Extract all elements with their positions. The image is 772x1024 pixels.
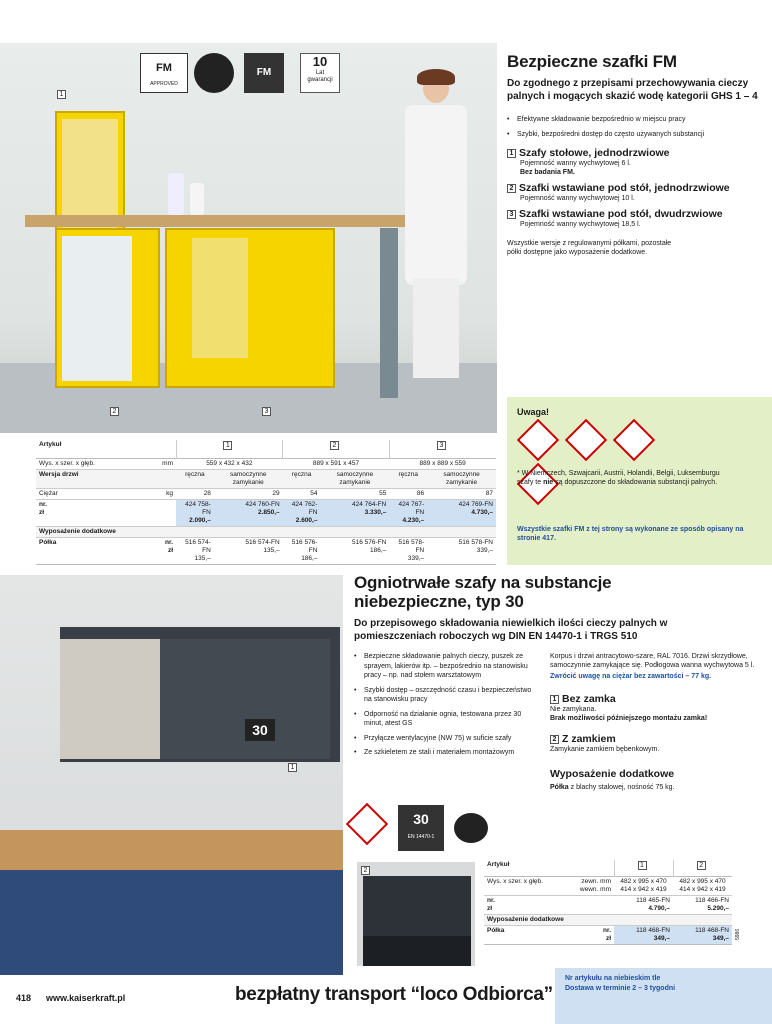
flame-hazard-icon <box>517 419 559 461</box>
fm-approved-logo: FM APPROVED <box>140 53 188 93</box>
table-row-shelf: Półka nr. zł 516 574-FN 135,– 516 574-FN 135,– 516 576-FN 186,– 516 576-FN 186,– 516 578-FN 339,– 516 578-FN 339,– <box>36 537 496 564</box>
type30-subtitle: Do przepisowego składowania niewielkich ilości cieczy palnych w pomieszczeniach roboczych wg DIN EN 14470-1 i TRGS 510 <box>354 618 668 642</box>
table-row-prices: nr. zł 118 465-FN 4.790,– 118 466-FN 5.290,– <box>484 895 732 914</box>
photo-label-3: 3 <box>262 407 271 416</box>
fire-resistance-30-icon: 30 EN 14470-1 <box>398 805 444 851</box>
page-number: 418 <box>16 993 32 1003</box>
blue-info-box: Nr artykułu na niebieskim tle Dostawa w terminie 2 – 3 tygodni <box>555 968 772 1024</box>
type30-title: Ogniotrwałe szafy na substancje niebezpieczne, typ 30 <box>354 573 612 611</box>
ghs-pictograms <box>515 419 685 463</box>
fm-product-table: Artykuł 1 2 3 Wys. x szer. x głęb. mm 559 x 432 x 432 889 x 591 x 457 889 x 889 x 559 Wersja drzwi ręczna samoczynne zamykanie ręczna samoczynne zamykanie ręczna samoczynne zamykanie Ciężar kg 28 29 54 55 86 87 nr. zł 424 758-FN 2.090,– 424 760-FN 2.850,– 424 762-FN 2.600,– 424 764-FN 3.330,– 424 767-FN 4.230,– 424 769-FN 4.730,– Wyposażenie dodatkowe Półka nr. zł 516 574-FN 135,– 516 574-FN 135,– 516 576-FN 186,– 516 576-FN 186,– 516 578-FN 339,– 516 578-FN 339,– <box>36 440 496 565</box>
list-item: • Szybki dostęp – oszczędność czasu i bezpieczeństwo na stanowisku pracy <box>354 686 539 705</box>
list-item: • Efektywne składowanie bezpośrednio w miejscu pracy <box>507 115 762 125</box>
type30-cabinet-photo <box>0 575 343 975</box>
side-code: 5986 <box>735 928 741 940</box>
environment-hazard-icon <box>613 419 655 461</box>
fm-item-2: 2 Szafki wstawiane pod stół, jednodrzwiowe Pojemność wanny wychwytowej 10 l. <box>507 182 762 203</box>
type30-product-table: Artykuł 1 2 Wys. x szer. x głęb. zewn. mm wewn. mm 482 x 995 x 470 414 x 942 x 419 482 x 995 x 470 414 x 942 x 419 nr. zł 118 465-FN 4.790,– 118 466-FN 5.290,– Wyposażenie dodatkowe Półka nr. zł 118 468-FN 349,– 118 468-FN 349,– <box>484 860 732 945</box>
type30-icons <box>350 805 500 855</box>
corrosive-hazard-icon <box>565 419 607 461</box>
free-transport-slogan: bezpłatny transport “loco Odbiorca” <box>235 984 553 1005</box>
table-row: Wyposażenie dodatkowe <box>484 914 732 925</box>
type30-right-col: Korpus i drzwi antracytowo-szare, RAL 7016. Drzwi skrzydłowe, samoczynnie zamykające się. Podłogowa wanna wychwytowa 5 l. Zwrócić uwagę na ciężar bez zawartości – 77 kg. 1 Bez zamka Nie zamykana. Brak możliwości późniejszego montażu zamka! 2 Z zamkiem Zamykanie zamkiem bębenkowym. Wyposażenie dodatkowe Półka z blachy stalowej, nośność 75 kg. <box>550 653 755 791</box>
warning-box <box>507 397 772 565</box>
table-row: Ciężar kg 28 29 54 55 86 87 <box>36 488 496 499</box>
woman-in-lab-coat <box>395 73 475 383</box>
fm-note: Wszystkie wersje z regulowanymi półkami, pozostałe półki dostępne jako wyposażenie dodatkowe. <box>507 240 672 256</box>
table-row: Wys. x szer. x głęb. mm 559 x 432 x 432 889 x 591 x 457 889 x 889 x 559 <box>36 458 496 469</box>
table-row: Wersja drzwi ręczna samoczynne zamykanie ręczna samoczynne zamykanie ręczna samoczynne zamykanie <box>36 469 496 488</box>
fm-item-3: 3 Szafki wstawiane pod stół, dwudrzwiowe Pojemność wanny wychwytowej 18,5 l. <box>507 208 762 229</box>
table-row-shelf: Półka nr. zł 118 468-FN 349,– 118 468-FN 349,– <box>484 925 732 944</box>
type30-text <box>354 573 764 643</box>
workbench <box>0 830 343 870</box>
photo-label-1: 1 <box>57 90 66 99</box>
table-row-prices: nr. zł 424 758-FN 2.090,– 424 760-FN 2.850,– 424 762-FN 2.600,– 424 764-FN 3.330,– 424 767-FN 4.230,– 424 769-FN 4.730,– <box>36 499 496 526</box>
type30-bullets <box>354 652 539 763</box>
table-row: Wyposażenie dodatkowe <box>36 526 496 537</box>
photo-label-2: 2 <box>110 407 119 416</box>
top-text-column <box>507 52 762 257</box>
photo-label-1: 1 <box>288 763 297 772</box>
warning-footer: Wszystkie szafki FM z tej strony są wykonane ze sposób opisany na stronie 417. <box>517 526 744 542</box>
fm-fire-icon: FM <box>244 53 284 93</box>
gs-certification-icon <box>454 813 488 843</box>
safety-seal-icon <box>194 53 234 93</box>
list-item: • Bezpieczne składowanie palnych cieczy, puszek ze sprayem, lakierów itp. – bezpośrednio na stanowisku pracy – np. nad stołem warsztatowym <box>354 652 539 681</box>
warranty-badge: 10 Lat gwarancji <box>300 53 340 93</box>
list-item: • Ze szkieletem ze stali i materiałem montażowym <box>354 748 539 758</box>
workbench-top <box>25 215 415 227</box>
warning-title: Uwaga! <box>517 407 550 417</box>
website-link[interactable]: www.kaiserkraft.pl <box>46 993 126 1003</box>
cabinet-type-label: 30 <box>245 719 275 741</box>
list-item: • Szybki, bezpośredni dostęp do często używanych substancji <box>507 130 762 140</box>
table-row: Wys. x szer. x głęb. zewn. mm wewn. mm 482 x 995 x 470 414 x 942 x 419 482 x 995 x 470 414 x 942 x 419 <box>484 876 732 895</box>
warranty-years: 10 <box>312 54 328 69</box>
fm-cabinets-photo <box>0 43 497 433</box>
warning-text: * W Niemczech, Szwajcarii, Austrii, Holandii, Belgii, Luksemburgu szafy te nie są dopuszczone do składowania substancji palnych. <box>517 470 720 486</box>
wall-cabinet <box>60 627 340 762</box>
list-item: • Odporność na działanie ognia, testowana przez 30 minut, atest GS <box>354 710 539 729</box>
double-door-cabinet <box>165 228 335 388</box>
photo-label-2: 2 <box>361 866 370 875</box>
fm-item-1: 1 Szafy stołowe, jednodrzwiowe Pojemność wanny wychwytowej 6 l. Bez badania FM. <box>507 147 762 177</box>
fm-bullets <box>507 115 762 139</box>
lock-detail-photo <box>357 862 475 966</box>
list-item: • Przyłącze wentylacyjne (NW 75) w suficie szafy <box>354 734 539 744</box>
flame-hazard-icon <box>346 803 388 845</box>
fm-subtitle: Do zgodnego z przepisami przechowywania cieczy palnych i mogących skazić wodę kategorii GHS 1 – 4 <box>507 78 758 102</box>
page-title-fm: Bezpieczne szafki FM <box>507 52 677 71</box>
